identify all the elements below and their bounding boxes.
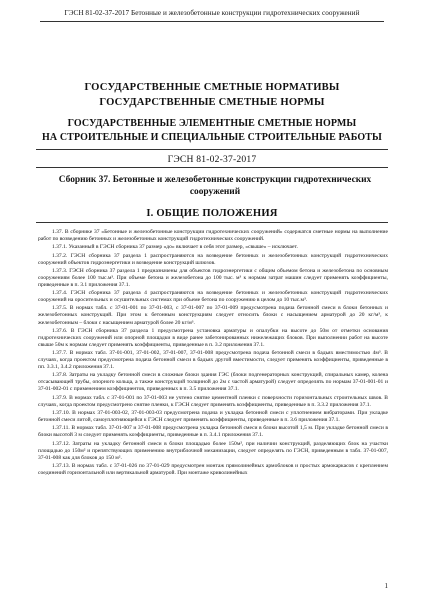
paragraph: 1.37.1. Указанный в ГЭСН сборника 37 размер «до» включает в себя этот размер, «свыше» – исключает. xyxy=(52,244,298,251)
paragraph: 1.37.12. Затраты на укладку бетонной смеси в блоки площадью более 150м², при наличии конструкций, разделяющих блок на участки площадью до 150м² и препятствующих применению внутриблочной механизации, следует определять по ГЭСН, приведенным в табл. 37-01-007, 37-01-008 как для блоков до 150 м². xyxy=(38,440,388,461)
paragraph: 1.37.2. ГЭСН сборника 37 раздела 1 распространяются на возведение бетонных и железобетонных конструкций гидротехнических сооружений объектов гидроэнергетики и возведение конструкций шлюзов. xyxy=(38,252,388,266)
page-number: 1 xyxy=(384,582,388,590)
paragraph: 1.37.13. В нормах табл. с 37-01-026 по 37-01-029 предусмотрен монтаж прямолинейных армоблоков и простых армокаркасов с креплением соединений горизонтальной или вертикальной арматурой. При монтаже криволинейных xyxy=(38,462,388,476)
paragraph: 1.37.10. В нормах 37-01-003-02, 37-01-003-03 предусмотрена подача и укладка бетонной смеси с уплотнением вибраторами. При укладке бетонной смеси литой, самоуплотняющейся к ГЭСН следует применять коэффициенты, приведенные в п. 3.6 приложения 37.1. xyxy=(38,410,388,424)
paragraph: 1.37.11. В нормах табл. 37-01-007 и 37-01-008 предусмотрена укладка бетонной смеси в блоки высотой 1,5 м. При укладке бетонной смеси в блоки высотой 3 м следует применять коэффициенты, приведенные в п. 3.4.1 приложения 37.1. xyxy=(38,425,388,439)
document-code: ГЭСН 81-02-37-2017 xyxy=(167,154,257,165)
sub-title-line-2: НА СТРОИТЕЛЬНЫЕ И СПЕЦИАЛЬНЫЕ СТРОИТЕЛЬНЫЕ РАБОТЫ xyxy=(42,132,382,143)
paragraph: 1.37.5. В нормах табл. с 37-01-001 по 37-01-003, с 37-01-007 по 37-01-009 предусмотрена подача бетонной смеси в блоки бетонных и железобетонных конструкций. При этом к бетонным конструкциям следует относить блоки с насыщением арматурой до 20 кг/м³, к железобетонным – блоки с насыщением арматурой более 20 кг/м³. xyxy=(38,305,388,326)
paragraph: 1.37.6. В ГЭСН сборника 37 раздела 1 предусмотрена установка арматуры и опалубки на высоте до 50м от отметки основания гидротехнических сооружений или опорной площадки в виде ранее забетонированных нижележащих блоков. При выполнении работ на высоте свыше 50м к нормам следует применять коэффициенты, приведенные в п. 3.2 приложения 37.1. xyxy=(38,327,388,348)
section-title: I. ОБЩИЕ ПОЛОЖЕНИЯ xyxy=(146,208,278,219)
divider-middle xyxy=(36,167,388,168)
main-title-line-2: ГОСУДАРСТВЕННЫЕ СМЕТНЫЕ НОРМЫ xyxy=(99,97,325,108)
header-rule xyxy=(40,21,384,22)
paragraph: 1.37.4. ГЭСН сборника 37 раздела 4 распространяются на возведение бетонных и железобетонных конструкций гидротехнических сооружений на оросительных и осушительных системах при объеме бетона по сооружению в целом до 10 тыс.м³. xyxy=(38,290,388,304)
paragraph: 1.37.3. ГЭСН сборника 37 раздела 1 предназначены для объектов гидроэнергетики с общим объемом бетона и железобетона по основным сооружениям более 100 тыс.м³. При объеме бетона и железобетона до 100 тыс. м³ к нормам затрат машин следует применять коэффициенты, приведенные в п. 3.1 приложения 37.1. xyxy=(38,267,388,288)
divider-top xyxy=(36,149,388,150)
main-title-line-1: ГОСУДАРСТВЕННЫЕ СМЕТНЫЕ НОРМАТИВЫ xyxy=(84,82,340,93)
paragraph: 1.37.8. Затраты на укладку бетонной смеси в сложные блоки здания ГЭС (блоки подгенераторных конструкций, спиральных камер, колена отсасывающей трубы, опорного кольца, а также конструкций толщиной до 2м с частой арматурой) следует определять по нормам 37-01-001-01 и 37-01-002-01 с применением коэффициентов, приведенных в п. 3.5 приложения 37.1. xyxy=(38,372,388,393)
running-header: ГЭСН 81-02-37-2017 Бетонные и железобетонные конструкции гидротехнических сооружений xyxy=(64,9,360,17)
collection-title: Сборник 37. Бетонные и железобетонные конструкции гидротехнических сооружений xyxy=(58,175,372,197)
paragraph: 1.37. В сборнике 37 «Бетонные и железобетонные конструкции гидротехнических сооружений» содержатся сметные нормы на выполнение работ по возведению бетонных и железобетонных конструкций гидротехнических сооружений. xyxy=(38,229,388,243)
paragraph: 1.37.9. В нормах табл. с 37-01-001 по 37-01-003 не учтено снятие цементной пленки с поверхности горизонтальных строительных швов. В случаях, когда проектом предусмотрено снятие пленки, к ГЭСН следует применять коэффициенты, приведенные в п. 3.3.2 приложения 37.1. xyxy=(38,394,388,408)
paragraph: 1.37.7. В нормах табл. 37-01-001, 37-01-002, 37-01-007, 37-01-008 предусмотрена подача бетонной смеси в бадьях вместимостью 4м³. В случаях, когда проектом предусмотрена подача бетонной смеси в бадьях другой вместимости, следует применять коэффициенты, приведенные в пп. 3.3.1, 3.4.2 приложения 37.1. xyxy=(38,350,388,371)
divider-section xyxy=(36,222,388,223)
sub-title-line-1: ГОСУДАРСТВЕННЫЕ ЭЛЕМЕНТНЫЕ СМЕТНЫЕ НОРМЫ xyxy=(67,118,357,129)
sub-title xyxy=(30,117,394,145)
body-text xyxy=(38,229,388,478)
main-title xyxy=(30,80,394,110)
